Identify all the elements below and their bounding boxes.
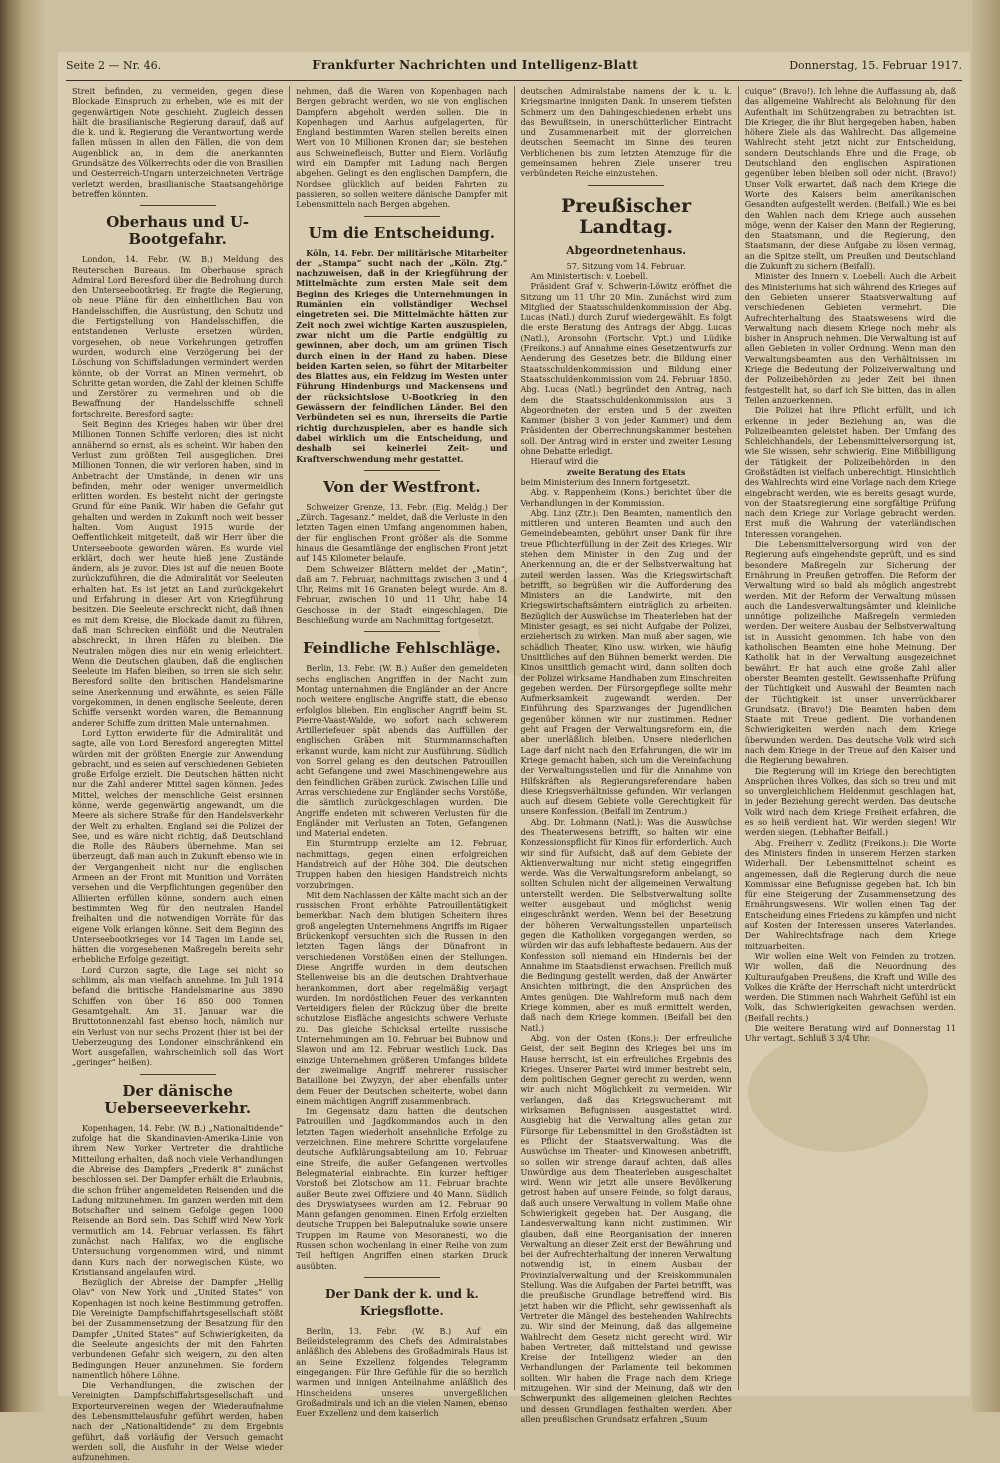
article-paragraph: Mit dem Nachlassen der Kälte macht sich an der russischen Front erhöhte Patrouillentätigkeit bemerkbar. Nach dem blutigen Scheitern ihres groß angelegten Unternehmens Angriffs im Rigaer Brückenkopf versuchten sich die Russen in den letzten Tagen längs der Dünafront in verschiedenen Vorstößen einen der Stellungen. Diese Angriffe wurden in dem deutschen Stellenweise bis an die deutschen Drahtverhaue herankommen, dort aber regelmäßig verjagt wurden. Im nordöstlichen Feuer des verkannten Verteidigers fielen der Rückzug über die breite schutzlose Eisfläche angesichts schwere Verluste zu. Das gleiche Schicksal erteilte russische Unternehmungen am 10. Februar bei Bubnow und Slawon und am 12. Februar westlich Luck. Das einzige Unternehmen größeren Umfanges bildete der zweimalige Angriff mehrerer russischer Bataillone bei Zwyzyn, der aber ebenfalls unter dem Feuer der Deutschen scheiterte, wobei dann einem mächtigen Angriff zusammenbrach. xyxy=(296,889,508,1106)
column-1 xyxy=(66,86,290,1463)
article-headline: Feindliche Fehlschläge. xyxy=(302,639,501,658)
page-right-edge xyxy=(972,0,1000,1412)
article-paragraph: nehmen, daß die Waren von Kopenhagen nach Bergen gebracht werden, wo sie von englischen Dampfern abgeholt werden sollen. Die in Kopenhagen und Aarhus aufgelagerten, für England bestimmten Waren stellen bereits einen Wert von 10 Millionen Kronen dar; sie bestehen aus Schweinefleisch, Butter und Eiern. Vorläufig wird ein Dampfer mit Ladung nach Bergen abgehen. Gelingt es den englischen Dampfern, die Nordsee glücklich auf beiden Fahrten zu passieren, so sollen weitere dänische Dampfer mit Lebensmitteln nach Bergen abgehen. xyxy=(296,86,508,210)
article-headline: Der Dank der k. und k. Kriegsflotte. xyxy=(325,1286,479,1318)
session-line: 57. Sitzung vom 14. Februar. xyxy=(566,260,686,271)
divider xyxy=(588,185,664,186)
article-paragraph: cuique“ (Bravo!). Ich lehne die Auffassung ab, daß das allgemeine Wahlrecht als Belohnung für den Aufenthalt im Schützengraben zu betrachten ist. Die Krieger, die ihr Blut hergegeben haben, haben höhere Ziele als das Wahlrecht. Das allgemeine Wahlrecht steht jetzt nicht zur Entscheidung, sondern Deutschlands Ehre und die Frage, ob Deutschland den englischen Aspirationen gegenüber leben bleiben soll oder nicht. (Bravo!) Unser Volk erwartet, daß nach dem Kriege die Worte des Kaisers beim amerikanischen Gesandten aufgestellt werden. (Beifall.) Wie es bei den Wahlen nach dem Kriege auch aussehen möge, wenn der Kaiser den Mann der Regierung, den Staatsmann, und die Regierung, den Staatsmann, der diese Aufgabe zu lösen vermag, an die Spitze stellt, um Preußen und Deutschland die Zukunft zu sichern (Beifall). xyxy=(744,86,956,272)
article-paragraph: Die Lebensmittelversorgung wird von der Regierung aufs eingehendste geprüft, und es sind besondere Maßregeln zur Sicherung der Ernährung in Preußen getroffen. Die Reform der Verwaltung wird so bald als möglich angestrebt werden. Mit der Reform der Verwaltung müssen auch die Landesverwaltungsämter und kleinliche unnötige polizeiliche Maßregeln vermieden werden. Der weitere Ausbau der Selbstverwaltung ist in Aussicht genommen. Ich habe von den katholischen Beamten eine hohe Meinung. Der Katholik hat in der Verwaltung ausgezeichnet bewährt. Er hat auch eine große Zahl aller oberster Beamten gestellt. Gewissenhafte Prüfung der Tüchtigkeit und Auswahl der Beamten nach der Tüchtigkeit ist unser unverrückbarer Grundsatz. (Bravo!) Die Beamten haben dem Staate mit Treue gedient. Die vorhandenen Schwierigkeiten werden nach dem Kriege überwunden werden. Das deutsche Volk wird sich nach dem Kriege in der Treue auf den Kaiser und die Regierung bewahren. xyxy=(744,539,956,766)
article-paragraph: Die weitere Beratung wird auf Donnerstag 11 Uhr vertagt. Schluß 3 3/4 Uhr. xyxy=(744,1023,956,1044)
header-masthead: Frankfurter Nachrichten und Intelligenz-Blatt xyxy=(312,58,639,72)
article-paragraph: Lord Curzon sagte, die Lage sei nicht so schlimm, als man vielfach annehme. Im Juli 1914 befand die britische Handelsmarine aus 3890 Schiffen von über 16 850 000 Tonnen Gesamtgehalt. Am 31. Januar war die Bruttotonnenzahl fast ebenso hoch, nämlich nur ein Verlust von nur sechs Prozent (hier ist bei der Ueberzeugung des Londoner einschränkend ein Wort ausgefallen, wahrscheinlich soll das Wort „geringer“ heißen). xyxy=(72,964,284,1068)
article-subheadline: Abgeordnetenhaus. xyxy=(566,243,687,257)
article-paragraph: Schweizer Grenze, 13. Febr. (Eig. Meldg.) Der „Zürch. Tagesanz.“ meldet, daß die Verluste in den letzten Tagen einen Umfang angenommen haben, der für englischen Front größer als die Somme hinaus die Gesamtlänge der englischen Front jetzt auf 145 Kilometer belaufe. xyxy=(296,501,508,564)
divider xyxy=(364,216,440,217)
article-headline: Um die Entscheidung. xyxy=(308,223,495,242)
header-date: Donnerstag, 15. Februar 1917. xyxy=(789,59,962,72)
article-paragraph: Abg. v. Rappenheim (Kons.) berichtet über die Verhandlungen in der Kommission. xyxy=(520,487,732,508)
divider xyxy=(364,631,440,632)
article-paragraph: Köln, 14. Febr. Der militärische Mitarbeiter der „Stampa“ sucht nach der „Köln. Ztg.“ nachzuweisen, daß in der Kriegführung der Mittelmächte zum ersten Male seit dem Beginn des Krieges die Unternehmungen in Rumänien ein vollständiger Wechsel eingetreten sei. Die Mittelmächte hätten zur Zeit noch zwei wichtige Karten auszuspielen, zwar nicht um die Partie endgültig zu gewinnen, aber doch, um am grünen Tisch durch einen in der Hand zu haben. Diese beiden Karten seien, so führt der Mitarbeiter des Blattes aus, ein Feldzug im Westen unter Führung Hindenburgs und Mackensens und der rücksichtslose U-Bootkrieg in den Gewässern der feindlichen Länder. Bei den Verbündeten sei es nun, ihrerseits die Partie richtig durchzuspielen, aber es handle sich dabei wirklich um die Entscheidung, und deshalb sei keinerlei Zeit- und Kraftverschwendung mehr gestattet. xyxy=(296,247,508,464)
divider xyxy=(140,205,216,206)
article-paragraph: Kopenhagen, 14. Febr. (W. B.) „Nationaltidende“ zufolge hat die Skandinavien-Amerika-Linie von ihrem New Yorker Vertreter die drahtliche Mitteilung erhalten, daß noch viele Verhandlungen die Abreise des Dampfers „Frederik 8“ zunächst beschlossen sei. Der Dampfer erhält die Erlaubnis, die schon früher angemeldeten Reisenden und die Ladung mitzunehmen. Im ganzen werden mit dem Botschafter und seinem Gefolge gegen 1000 Reisende an Bord sein. Das Schiff wird New York vermutlich am 14. Februar verlassen. Es fährt zunächst nach Halifax, wo die englische Untersuchung vorgenommen wird, und nimmt dann Kurs nach der norwegischen Küste, wo Kristiansand angelaufen wird. xyxy=(72,1122,284,1277)
divider xyxy=(364,470,440,471)
article-paragraph: Abg. Freiherr v. Zedlitz (Freikons.): Die Worte des Ministers finden in unserem Herzen starken Widerhall. Der Lebensmittelnot scheint es angemessen, daß die Regierung durch die neue Kommissar eine Befugnisse gegeben hat. Ich bin für eine Steigerung der Zusammensetzung des Ernährungswesens. Wir wollen einen Tag der Entscheidung eines Friedens zu kämpfen und nicht auf Kosten der Interessen unseres Vaterlandes. Der Wahlrechtsfrage nach dem Kriege mitzuarbeiten. xyxy=(744,837,956,951)
article-paragraph: London, 14. Febr. (W. B.) Meldung des Reuterschen Bureaus. Im Oberhause sprach Admiral Lord Beresford über die Bedrohung durch den Unterseebootkrieg. Er fragte die Regierung, ob neue Pläne für den einheitlichen Bau von Handelsschiffen, die Ausrüstung, den Schutz und die Fertigstellung von Handelsschiffen, die entstandenen Verluste ersetzen würden, vorgesehen, ob neue Vorkehrungen getroffen wurden, wodurch eine Verzögerung bei der Löschung von Schiffsladungen vermindert werden könnte, ob der Vorrat an Minen vermehrt, ob Schritte getan worden, die Zahl der kleinen Schiffe und Zerstörer zu vermehren und ob die Bewaffnung der Handelsschiffe schnell fortschreite. Beresford sagte: xyxy=(72,254,284,419)
article-paragraph: Hierauf wird die xyxy=(530,456,599,467)
divider xyxy=(364,1277,440,1278)
article-headline: Oberhaus und U-Bootgefahr. xyxy=(106,213,249,249)
page-header xyxy=(66,58,962,81)
article-paragraph: Bezüglich der Abreise der Dampfer „Hellig Olav“ von New York und „United States“ von Kopenhagen ist noch keine Bestimmung getroffen. Die Vereinigte Dampfschiffahrtsgesellschaft stößt bei der Zusammensetzung der Besatzung für den Dampfer „United States“ auf Schwierigkeiten, da die Seeleute angesichts der mit den Fahrten verbundenen Gefahr sich weigern, zu den alten Bedingungen Heuer anzunehmen. Sie fordern namentlich höhere Löhne. xyxy=(72,1277,284,1380)
article-headline: Der dänische Ueberseeverkehr. xyxy=(104,1081,252,1117)
minister-line: Am Ministertisch: v. Loebell. xyxy=(530,270,648,281)
column-4 xyxy=(739,86,962,1390)
article-paragraph: Wir wollen eine Welt von Feinden zu trotzen. Wir wollen, daß die Neuordnung des Kulturaufgaben Preußens, die Kraft und Wille des Volkes die Kräfte der Herrschaft nicht unterdrückt werden. Die Stimmen nach Wahrheit Gefühl ist ein Volk, das Schwierigkeiten gewachsen werden. (Beifall rechts.) xyxy=(744,950,956,1023)
article-paragraph: deutschen Admiralstabe namens der k. u. k. Kriegsmarine innigsten Dank. In unserem tiefsten Schmerz um den Dahingeschiedenen erhebt uns das Bewußtsein, in unerschütterlicher Eintracht und Zusammenarbeit mit der glorreichen deutschen Seemacht im Sinne des teuren Verblichenen bis zum letzten Atemzuge für die gemeinsamen hehren Ziele unserer treu verbündeten Reiche einzustehen. xyxy=(520,86,732,179)
article-paragraph: beim Ministerium des Innern fortgesetzt. xyxy=(520,476,691,487)
article-paragraph: Berlin, 13. Febr. (W. B.) Außer den gemeldeten sechs englischen Angriffen in der Nacht zum Montag unternahmen die Engländer an der Ancre noch weitere englische Angriffe statt, die ebenso erfolglos blieben. Ein englischer Angriff beim St. Pierre-Vaast-Walde, wo sofort nach schwerem Artilleriefeuer spät abends das Auffüllen der englischen Gräben mit Sturmmannschaften erkannt wurde, kam nicht zur Ausführung. Südlich von Sorrel gelang es den deutschen Patrouillen acht Gefangene und zwei Maschinengewehre aus den feindlichen Gräben zurück. Zwischen Lille und Arras verschiedene zur Engländer sechs Vorstöße, die sämtlich zurückgeschlagen wurden. Die Angriffe endeten mit schweren Verlusten für die Engländer mit Verlusten an Toten, Gefangenen und Material endeten. xyxy=(296,663,508,839)
article-paragraph: Abg. Dr. Lohmann (Natl.): Was die Auswüchse des Theaterwesens betrifft, so halten wir eine Konzessionspflicht für Kinos für erforderlich. Auch wir sind für Aufsicht, daß auf dem Gebiete der Aktienverwaltung nur nicht stetig eingegriffen werde. Was die Verwaltungsreform anbelangt, so sollten Schulen nicht der allgemeinen Verwaltung unterstellt werden. Die Selbstverwaltung sollte weiter ausgebaut und möglichst wenig eingeschränkt werden. Wenn bei der Besetzung der höheren Verwaltungsstellen unparteiisch gegen die Katholiken vorgegangen werden, so würden wir das aufs lebhafteste bedauern. Aus der Konfession soll niemand ein Hindernis bei der Annahme im Staatsdienst erwachsen. Freilich muß die Bedingung gestellt werden, daß der Anwärter Ansichten mitbringt, die den Ansprüchen des Amtes genügen. Die Wahlreform muß nach dem Kriege kommen, aber es muß ermittelt werden, daß nach dem Kriege kommen. (Beifall bei den Natl.) xyxy=(520,816,732,1033)
article-paragraph: Berlin, 13. Febr. (W. B.) Auf ein Beileidstelegramm des Chefs des Admiralstabes anläßlich des Ablebens des Großadmirals Haus ist an Seine Exzellenz folgendes Telegramm eingegangen: Für Ihre Gefühle für die so herzlich warmen und innigen Anteilnahme anläßlich des Hinscheidens unseres unvergeßlichen Großadmirals und ich an die vielen Namen, ebenso Euer Exzellenz und dem kaiserlich xyxy=(296,1325,508,1419)
article-paragraph: Die Regierung will im Kriege den berechtigten Ansprüchen ihres Volkes, das sich so treu und mit so unvergleichlichem Heldenmut geschlagen hat, in jeder Beziehung gerecht werden. Das deutsche Volk wird nach dem Kriege Freiheit erfahren, die es so heiß verdient hat. Wir werden siegen! Wir werden siegen. (Lebhafter Beifall.) xyxy=(744,765,956,838)
article-paragraph: Abg. Linz (Ztr.): Den Beamten, namentlich den mittleren und unteren Beamten und auch den Gemeindebeamten, gebührt unser Dank für ihre treue Pflichterfüllung in der Zeit des Krieges. Wir stehen dem Minister in den Zug und der Anerkennung an, die er der Selbstverwaltung hat zuteil werden lassen. Was die Kriegswirtschaft betrifft, so begrüßen wir die Aufforderung des Ministers an die Landwirte, mit den Kriegswirtschaftsämtern einträglich zu arbeiten. Bezüglich der Auswüchse im Theaterleben hat der Minister gesagt, es sei nicht Aufgabe der Polizei, erzieherisch zu wirken. Man muß aber sagen, wie schädlich Theater, Kino usw. wirken, wie häufig Unsittliches auf den Bühnen bemerkt werden. Die Kinos unsittlich gemacht wird, dann sollten doch der Polizei wirksame Handhaben zum Einschreiten gegeben werden. Der Fürsorgepflege sollte mehr Aufmerksamkeit zugewandt werden. Der Einführung des Sparzwanges der Jugendlichen gegenüber können wir nur zustimmen. Redner geht auf Fragen der Verwaltungsreform ein, die aber unerläßlich bleiben. Unsere niederlichen Lage darf nicht nach den Erfahrungen, die wir im Kriege gemacht haben, sich um die Vereinfachung der Verwaltungsstellen und für die Annahme von Hilfskräften als Regierungsreferendare haben diese Kriegsverhältnisse gefunden. Wir verlangen auch auf diesem Gebiete volle Gerechtigkeit für unsere Konfession. (Beifall im Zentrum.) xyxy=(520,507,732,817)
article-paragraph: Dem Schweizer Blättern meldet der „Matin“, daß am 7. Februar, nachmittags zwischen 3 und 4 Uhr, Reims mit 16 Granaten belegt wurde. Am 8. Februar, zwischen 10 und 11 Uhr, habe 14 Geschosse in der Stadt eingeschlagen. Die Beschießung wurde am Nachmittag fortgesetzt. xyxy=(296,563,508,626)
header-page-number: Seite 2 — Nr. 46. xyxy=(66,59,162,72)
agenda-item: zweite Beratung des Etats xyxy=(566,466,686,477)
book-binding-edge xyxy=(0,0,46,1412)
article-paragraph: Streit befinden, zu vermeiden, gegen diese Blockade Einspruch zu erheben, wie es mit der gegenwärtigen Note geschieht. Zugleich dessen hält die brasilianische Regierung darauf, daß auf die k. und k. Regierung die Verantwortung werde fallen müssen in allen den Fällen, die von dem Augenblick an, in dem die anerkannten Grundsätze des Völkerrechts oder die von Brasilien und Oesterreich-Ungarn unterzeichneten Verträge verletzt werden, brasilianische Staatsangehörige betreffen könnten. xyxy=(72,86,284,199)
divider xyxy=(140,1074,216,1075)
article-paragraph: Ein Sturmtrupp erzielte am 12. Februar, nachmittags, gegen einen erfolgreichen Handstreich auf der Höhe 304. Die deutschen Truppen haben den hiesigen Handstreich nichts vorzubringen. xyxy=(296,838,508,890)
article-headline: Preußischer Landtag. xyxy=(561,194,692,238)
newspaper-page xyxy=(58,52,970,1463)
article-paragraph: Minister des Innern v. Loebell: Auch die Arbeit des Ministeriums hat sich während des Krieges auf den Gebieten unserer Staatsverwaltung auf verschiedenen Gebieten vermehrt. Die Aufrechterhaltung des Staatswesens wird die Verwaltung nach diesem Kriege noch mehr als bisher in Anspruch nehmen. Die Verwaltung ist auf allen Gebieten in voller Ordnung. Wenn man den Verwaltungsbeamten aus den Verhältnissen im Kriege die Bedeutung der Polizeiverwaltung und der Polizeibehörden zu jeder Zeit bei ihnen festgestellt hat, so darf ich Sie bitten, das in allen Teilen anzuerkennen. xyxy=(744,271,956,405)
article-paragraph: Die Verhandlungen, die zwischen der Vereinigten Dampfschiffahrtsgesellschaft und Exporteurvereinen wegen der Wiederaufnahme des Lebensmittelausfuhr geführt werden, haben nach der „Nationaltidende“ zu dem Ergebnis geführt, daß vorläufig der Versuch gemacht werden soll, die Ausfuhr in der Weise wieder aufzunehmen. xyxy=(72,1380,284,1463)
article-paragraph: Präsident Graf v. Schwerin-Löwitz eröffnet die Sitzung um 11 Uhr 20 Min. Zunächst wird zum Mitglied der Staatsschuldenkommission der Abg. Lucas (Natl.) durch Zuruf wiedergewählt. Es folgt die erste Beratung des Antrags der Abgg. Lucas (Natl.), Aronsohn (Fortschr. Vpt.) und Lüdike (Freikons.) auf Annahme eines Gesetzentwurfs zur Aenderung des Gesetzes betr. die Bildung einer Staatsschuldenkommission und Bildung einer Staatsschuldenkommission vom 24. Februar 1850. Abg. Lucas (Natl.) begründet den Antrag, nach dem die Staatsschuldenkommission aus 3 Abgeordneten der ersten und 5 der zweiten Kammer (bisher 3 von jeder Kammer) und dem Präsidenten der Oberrechnungskammer bestehen soll. Der Antrag wird in erster und zweiter Lesung ohne Debatte erledigt. xyxy=(520,281,732,457)
article-paragraph: Abg. von der Osten (Kons.): Der erfreuliche Geist, der seit Beginn des Krieges bei uns im Hause herrscht, ist ein erfreuliches Ergebnis des Krieges. Unserer Partei wird immer bestrebt sein, dem politischen Gegner gerecht zu werden, wenn wir auch nicht Möglichkeit zu vermeiden. Wir verlangen, daß das Kriegswucheramt mit wirksamen Befugnissen ausgestattet wird. Ausgiebig hat die Verwaltung alles getan zur Fürsorge für Lebensmittel in den Großstädten ist es Pflicht der Staatsverwaltung. Was die Auswüchse im Theater- und Kinowesen anbetrifft, so sollen wir strenge darauf achten, daß alles Unwürdige aus dem Theaterleben ausgeschaltet wird. Wenn wir jetzt alle unsere Bevölkerung getrost haben auf unsere Feinde, so folgt daraus, daß auch unsere Verwaltung in vollem Maße ohne Schwierigkeit gegeben hat. Der Ausgang, die Landesverwaltung kann nicht zustimmen. Wir glauben, daß eine Reorganisation der inneren Verwaltung an dieser Zeit erst der Bewährung und bei der Aufrechterhaltung der inneren Verwaltung notwendig ist, in einem Ausbau der Provinzialverwaltung und der Kreiskommunalen Stellung. Was die Aufgaben der Partei betrifft, was die preußische Grundlage betreffend wird. Bis jetzt haben wir die Pflicht, sehr gewissenhaft als Vertreter die Mängel des bestehenden Wahlrechts zu. Wir sind der Meinung, daß das allgemeine Wahlrecht dem Gesetz nicht gerecht wird. Wir haben Vertreter, daß mittelstand und gewisse Kreise der Intelligenz wieder an den Verhandlungen der Parlamente teil bekommen sollten. Wir haben die Frage nach dem Kriege mitzugehen. Wir sind der Meinung, daß wir den Schwerpunkt des allgemeinen gleichen Rechtes und dessen Grundlagen festhalten werden. Aber allen preußischen Grundsatz erfahren „Suum xyxy=(520,1032,732,1424)
article-paragraph: Die Polizei hat ihre Pflicht erfüllt, und ich erkenne in jeder Beziehung an, was die Polizeibeamten geleistet haben. Der Umfang des Schleichhandels, der Lebensmittelversorgung ist, wie Sie wissen, sehr schwierig. Eine Mißbilligung der Tätigkeit der Polizeibehörden in den Großstädten ist vielfach unberechtigt. Hinsichtlich des Wahlrechts wird eine Vorlage nach dem Kriege eingebracht werden, wie es bereits gesagt wurde, von der Staatsregierung eine sorgfältige Prüfung nach dem Kriege zur Vorlage gebracht werden. Erst muß die Wahrung der vaterländischen Interessen vorangehen. xyxy=(744,405,956,539)
article-paragraph: Im Gegensatz dazu hatten die deutschen Patrouillen und Jagdkommandos auch in den letzten Tagen wiederholt ansehnliche Erfolge zu verzeichnen. Eine mehrere Schritte vorgelaufene deutsche Aufklärungsabteilung am 10. Februar eine Streife, die außer Gefangenen wertvolles Belegmaterial einbrachte. Ein kurzer heftiger Vorstoß bei Zlotschow am 11. Februar brachte außer Beute zwei Offiziere und 40 Mann. Südlich des Dryswiatysees wurden am 12. Februar 90 Mann gefangen genommen. Einen Erfolg erzielten deutsche Truppen bei Baleputnaluke sowie unsere Truppen im Raume von Mesoranesti, wo die Russen schon wochenlang in einer Reihe von zum Teil heftigen Angriffen einen starken Druck ausübten. xyxy=(296,1106,508,1271)
article-paragraph: Seit Beginn des Krieges haben wir über drei Millionen Tonnen Schiffe verloren; dies ist nicht annähernd so ernst, als es scheint. Wir haben den Verlust zum größten Teil ausgeglichen. Drei Millionen Tonnen, die wir verloren haben, sind in Anbetracht der Umstände, in denen wir uns befinden, mehr oder weniger unvermeidlich erlitten worden. Es besteht nicht der geringste Grund für eine Panik. Wir haben die Gefahr gut gehalten und werden in Zukunft noch weit besser halten. Vom August 1915 wurde der Oeffentlichkeit mitgeteilt, daß wir Herr über die Unterseeboote geworden wären. Es wurde viel erklärt, doch wer heute hieß jene Zustände ändern, als je zuvor. Dies ist auf die neuen Boote zurückzuführen, die die Admiralität vor Seeleuten erhalten hat. Es ist jetzt an Land zurückgekehrt und Erfahrung in dieser Art von Kriegführung besitzen. Die Seeleute erschreckt nicht, daß ihnen es mit dem Kreise, die Blockade damit zu führen, daß man Schrecken einflößt und die Neutralen abschreckt, in ihren Häfen zu bleiben. Die Neutralen mögen dies nur ein wenig erleichtert. Wenn die Deutschen glauben, daß die englischen Seeleute im Hafen bleiben, so irren sie sich sehr. Beresford sollte den britischen Handelsmarine seine Anerkennung und erwähnte, es seien Fälle vorgekommen, in denen englische Seeleute, deren Schiffe versenkt worden waren, die Bemannung anderer Schiffe zum dritten Male unternahmen. xyxy=(72,419,284,728)
article-columns xyxy=(66,86,962,1463)
article-paragraph: Lord Lytton erwiderte für die Admiralität und sagte, alle von Lord Beresford angeregten Mittel würden mit der größten Energie zur Anwendung gebracht, und es seien auf verschiedenen Gebieten große Erfolge erzielt. Die Deutschen hätten nicht nur die Zahl anderer Mittel sagen können. Jedes Mittel, welches der menschliche Geist ersinnen könne, werde gegenwärtig angewandt, um die Meere als sichere Straße für den Handelsverkehr der Welt zu erhalten. England sei die Polizei der See, und es wäre nicht richtig, daß Deutschland die Rolle des Räubers übernehme. Man sei überzeugt, daß man auch in Zukunft ebenso wie in der Vergangenheit nicht nur die englischen Armeen an der Front mit Munition und Vorräten versehen und die Verpflichtungen gegenüber den Alliierten erfüllen könne, sondern auch einen bestimmten Weg für den neutralen Handel freihalten und die notwendigen Vorräte für das eigene Volk erlangen könne. Seit dem Beginn des Unterseebootkrieges vor 14 Tagen im Lande sei, hätten die vorgesehenen Maßregeln bereits sehr erhebliche Erfolge gezeitigt. xyxy=(72,727,284,965)
article-headline: Von der Westfront. xyxy=(323,477,481,496)
column-3 xyxy=(515,86,739,1424)
column-2 xyxy=(290,86,514,1419)
